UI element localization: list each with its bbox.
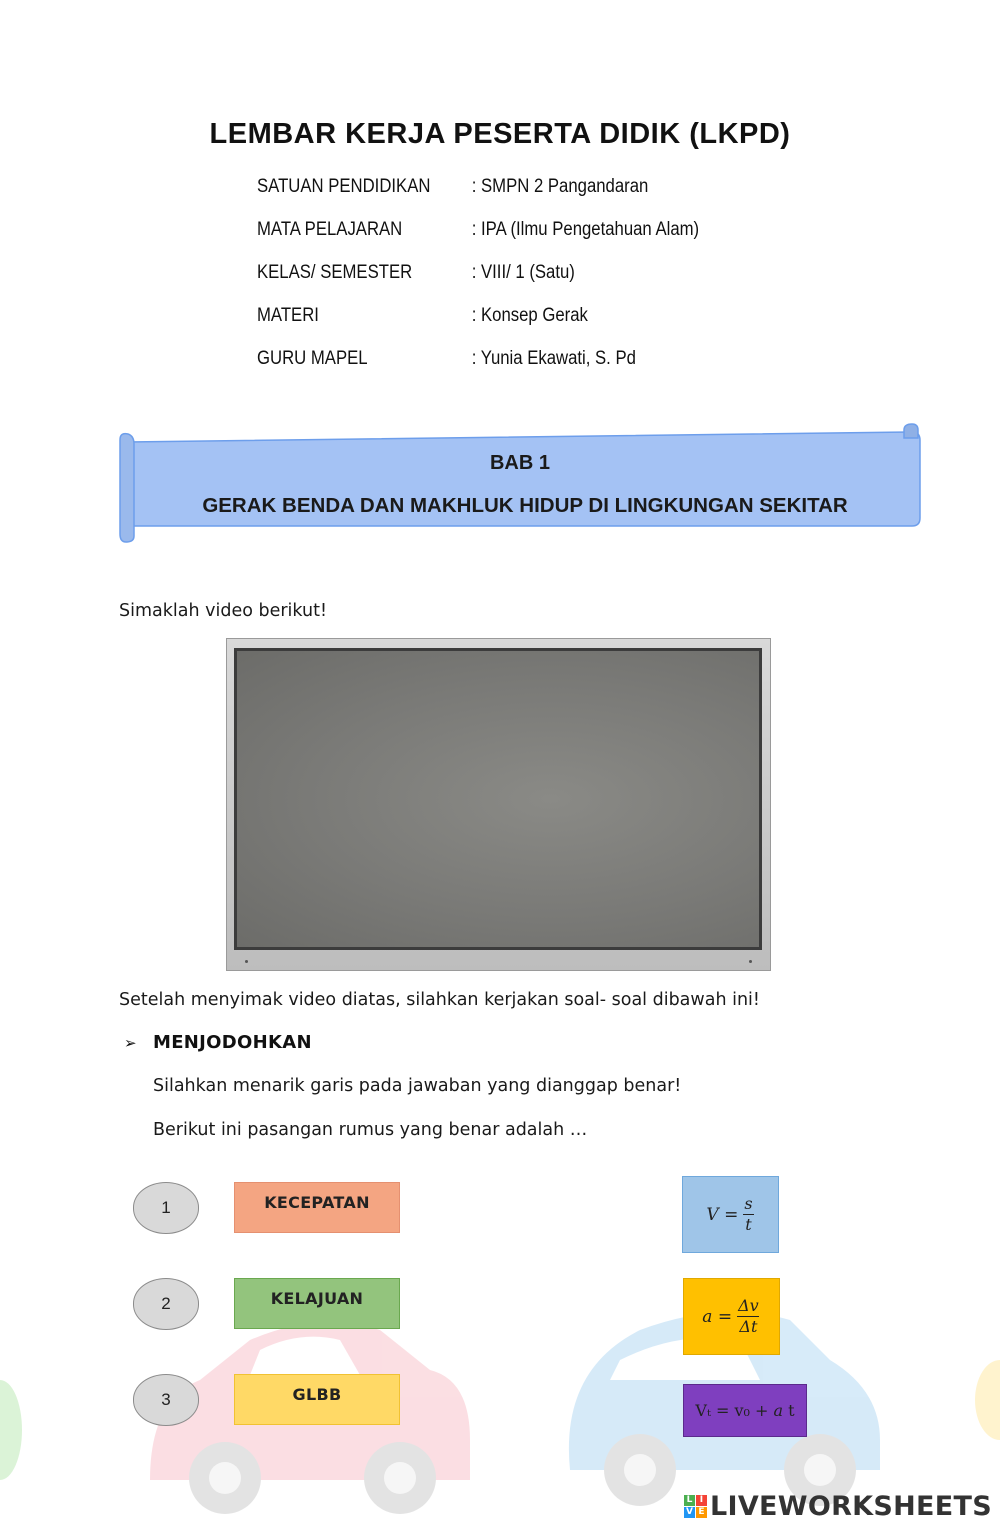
- video-screen[interactable]: [234, 648, 762, 950]
- page-title: LEMBAR KERJA PESERTA DIDIK (LKPD): [209, 118, 791, 150]
- formula-fraction: [736, 1296, 761, 1337]
- logo-badge-letter: L: [684, 1495, 695, 1506]
- item-number: 1: [133, 1182, 199, 1234]
- video-frame-dot: [245, 960, 248, 963]
- formula-lhs: V =: [706, 1204, 739, 1225]
- liveworksheets-logo[interactable]: [684, 1491, 992, 1522]
- logo-badge-icon: [684, 1495, 707, 1518]
- logo-text: LIVEWORKSHEETS: [709, 1491, 992, 1522]
- intro-text: Simaklah video berikut!: [119, 601, 327, 621]
- video-frame-dot: [749, 960, 752, 963]
- formula-text: Vₜ = v₀ + 𝑎 t: [695, 1401, 795, 1420]
- arrow-bullet-icon: ➢: [124, 1034, 137, 1052]
- info-value: : IPA (Ilmu Pengetahuan Alam): [471, 219, 700, 240]
- formula-acceleration[interactable]: [683, 1278, 780, 1355]
- info-label: MATA PELAJARAN: [257, 219, 403, 240]
- formula-numerator: Δv: [738, 1296, 759, 1315]
- logo-badge-letter: E: [696, 1507, 707, 1518]
- info-value: : SMPN 2 Pangandaran: [471, 176, 649, 197]
- match-term-kelajuan[interactable]: KELAJUAN: [234, 1278, 400, 1329]
- item-number: 3: [133, 1374, 199, 1426]
- info-label: KELAS/ SEMESTER: [257, 262, 413, 283]
- banner-title: GERAK BENDA DAN MAKHLUK HIDUP DI LINGKUNGAN SEKITAR: [202, 494, 848, 517]
- logo-badge-letter: V: [684, 1507, 695, 1518]
- info-label: MATERI: [257, 305, 319, 326]
- formula-fraction: [742, 1194, 754, 1235]
- info-value: : VIII/ 1 (Satu): [471, 262, 575, 283]
- item-number: 2: [133, 1278, 199, 1330]
- scroll-banner: [112, 420, 924, 546]
- formula-denominator: t: [745, 1215, 752, 1234]
- info-label: SATUAN PENDIDIKAN: [257, 176, 431, 197]
- info-value: : Konsep Gerak: [471, 305, 588, 326]
- banner-chapter: BAB 1: [489, 452, 550, 474]
- match-term-kecepatan[interactable]: KECEPATAN: [234, 1182, 400, 1233]
- formula-lhs: a =: [702, 1306, 733, 1327]
- info-value: : Yunia Ekawati, S. Pd: [471, 348, 636, 369]
- formula-velocity[interactable]: [682, 1176, 779, 1253]
- formula-numerator: s: [744, 1194, 753, 1213]
- logo-badge-letter: I: [696, 1495, 707, 1506]
- instruction-text: Silahkan menarik garis pada jawaban yang dianggap benar!: [153, 1076, 682, 1096]
- section-heading: MENJODOHKAN: [153, 1032, 312, 1053]
- question-text: Berikut ini pasangan rumus yang benar adalah …: [153, 1120, 588, 1140]
- video-player[interactable]: [226, 638, 771, 971]
- info-label: GURU MAPEL: [257, 348, 368, 369]
- formula-glbb[interactable]: [683, 1384, 807, 1437]
- formula-denominator: Δt: [739, 1317, 758, 1336]
- after-video-text: Setelah menyimak video diatas, silahkan kerjakan soal- soal dibawah ini!: [119, 990, 760, 1010]
- match-term-glbb[interactable]: GLBB: [234, 1374, 400, 1425]
